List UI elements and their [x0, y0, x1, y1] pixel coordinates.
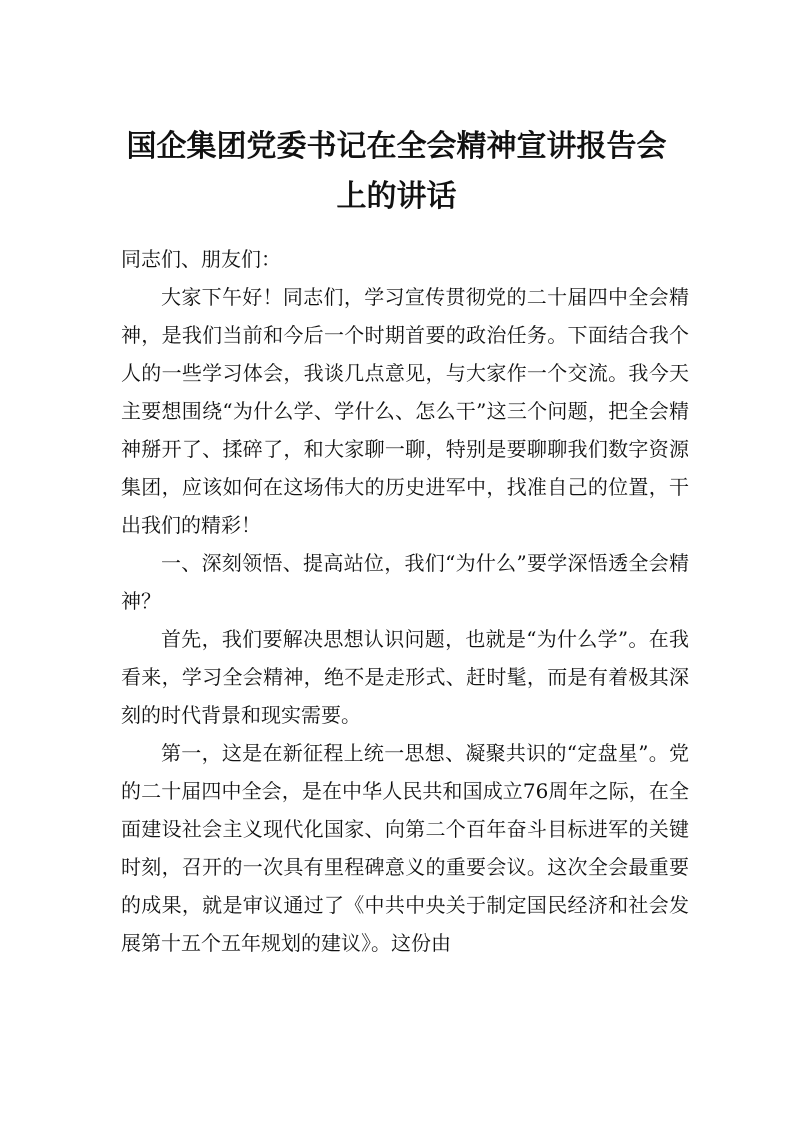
- salutation: 同志们、朋友们：: [121, 247, 281, 271]
- section-heading-1: 一、深刻领悟、提高站位，我们“为什么”要学深悟透全会精神？: [121, 551, 689, 613]
- paragraph-why-study: 首先，我们要解决思想认识问题，也就是“为什么学”。在我看来，学习全会精神，绝不是走形式、赶时髦，而是有着极其深刻的时代背景和现实需要。: [121, 627, 689, 727]
- paragraph-first-point: 第一，这是在新征程上统一思想、凝聚共识的“定盘星”。党的二十届四中全会，是在中华人民共和国成立76周年之际，在全面建设社会主义现代化国家、向第二个百年奋斗目标进军的关键时刻，召开的一次具有里程碑意义的重要会议。这次全会最重要的成果，就是审议通过了《中共中央关于制定国民经济和社会发展第十五个五年规划的建议》。这份由: [121, 741, 689, 955]
- document-title: [100, 122, 693, 222]
- document-body: [121, 240, 689, 962]
- title-line-2: 上的讲话: [336, 179, 457, 214]
- paragraph-greeting: 大家下午好！同志们，学习宣传贯彻党的二十届四中全会精神，是我们当前和今后一个时期首要的政治任务。下面结合我个人的一些学习体会，我谈几点意见，与大家作一个交流。我今天主要想围绕“为什么学、学什么、怎么干”这三个问题，把全会精神掰开了、揉碎了，和大家聊一聊，特别是要聊聊我们数字资源集团，应该如何在这场伟大的历史进军中，找准自己的位置，干出我们的精彩！: [121, 285, 689, 537]
- title-line-1: 国企集团党委书记在全会精神宣讲报告会: [126, 129, 667, 164]
